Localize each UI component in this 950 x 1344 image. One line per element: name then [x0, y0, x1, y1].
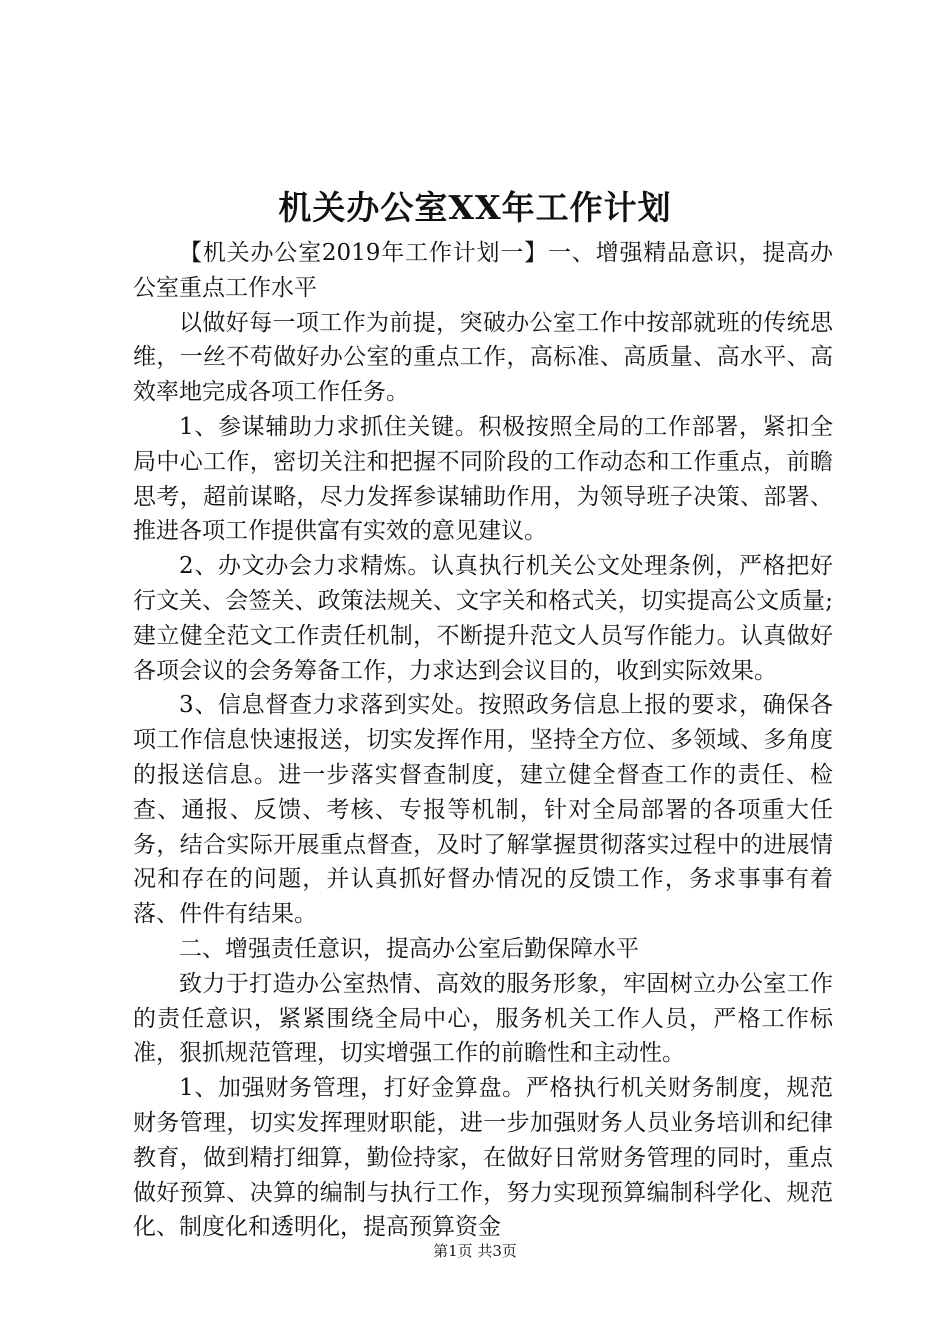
document-title: 机关办公室XX年工作计划	[278, 188, 672, 227]
document-body	[133, 236, 833, 1245]
paragraph-item-3-supervision: 3、信息督查力求落到实处。按照政务信息上报的要求，确保各项工作信息快速报送，切实发挥作用，坚持全方位、多领域、多角度的报送信息。进一步落实督查制度，建立健全督查工作的责任、检查、通报、反馈、考核、专报等机制，针对全局部署的各项重大任务，结合实际开展重点督查，及时了解掌握贯彻落实过程中的进展情况和存在的问题，并认真抓好督办情况的反馈工作，务求事事有着落、件件有结果。	[133, 692, 833, 928]
paragraph-section-2-heading: 二、增强责任意识，提高办公室后勤保障水平	[179, 935, 639, 962]
paragraph-item-1-finance: 1、加强财务管理，打好金算盘。严格执行机关财务制度，规范财务管理，切实发挥理财职能，进一步加强财务人员业务培训和纪律教育，做到精打细算，勤俭持家，在做好日常财务管理的同时，重点做好预算、决算的编制与执行工作，努力实现预算编制科学化、规范化、制度化和透明化，提高预算资金	[133, 1075, 833, 1241]
page-footer: 第1页 共3页	[433, 1242, 517, 1260]
paragraph-item-2-documents: 2、办文办会力求精炼。认真执行机关公文处理条例，严格把好行文关、会签关、政策法规关、文字关和格式关，切实提高公文质量;建立健全范文工作责任机制，不断提升范文人员写作能力。认真做好各项会议的会务筹备工作，力求达到会议目的，收到实际效果。	[133, 553, 833, 684]
paragraph-item-1-advisory: 1、参谋辅助力求抓住关键。积极按照全局的工作部署，紧扣全局中心工作，密切关注和把握不同阶段的工作动态和工作重点，前瞻思考，超前谋略，尽力发挥参谋辅助作用，为领导班子决策、部署、推进各项工作提供富有实效的意见建议。	[133, 413, 833, 545]
paragraph-intro: 【机关办公室2019年工作计划一】一、增强精品意识，提高办公室重点工作水平	[133, 240, 833, 301]
paragraph-service-image: 致力于打造办公室热情、高效的服务形象，牢固树立办公室工作的责任意识，紧紧围绕全局中心，服务机关工作人员，严格工作标准，狠抓规范管理，切实增强工作的前瞻性和主动性。	[133, 970, 833, 1067]
paragraph-premise: 以做好每一项工作为前提，突破办公室工作中按部就班的传统思维，一丝不苟做好办公室的重点工作，高标准、高质量、高水平、高效率地完成各项工作任务。	[133, 309, 833, 406]
